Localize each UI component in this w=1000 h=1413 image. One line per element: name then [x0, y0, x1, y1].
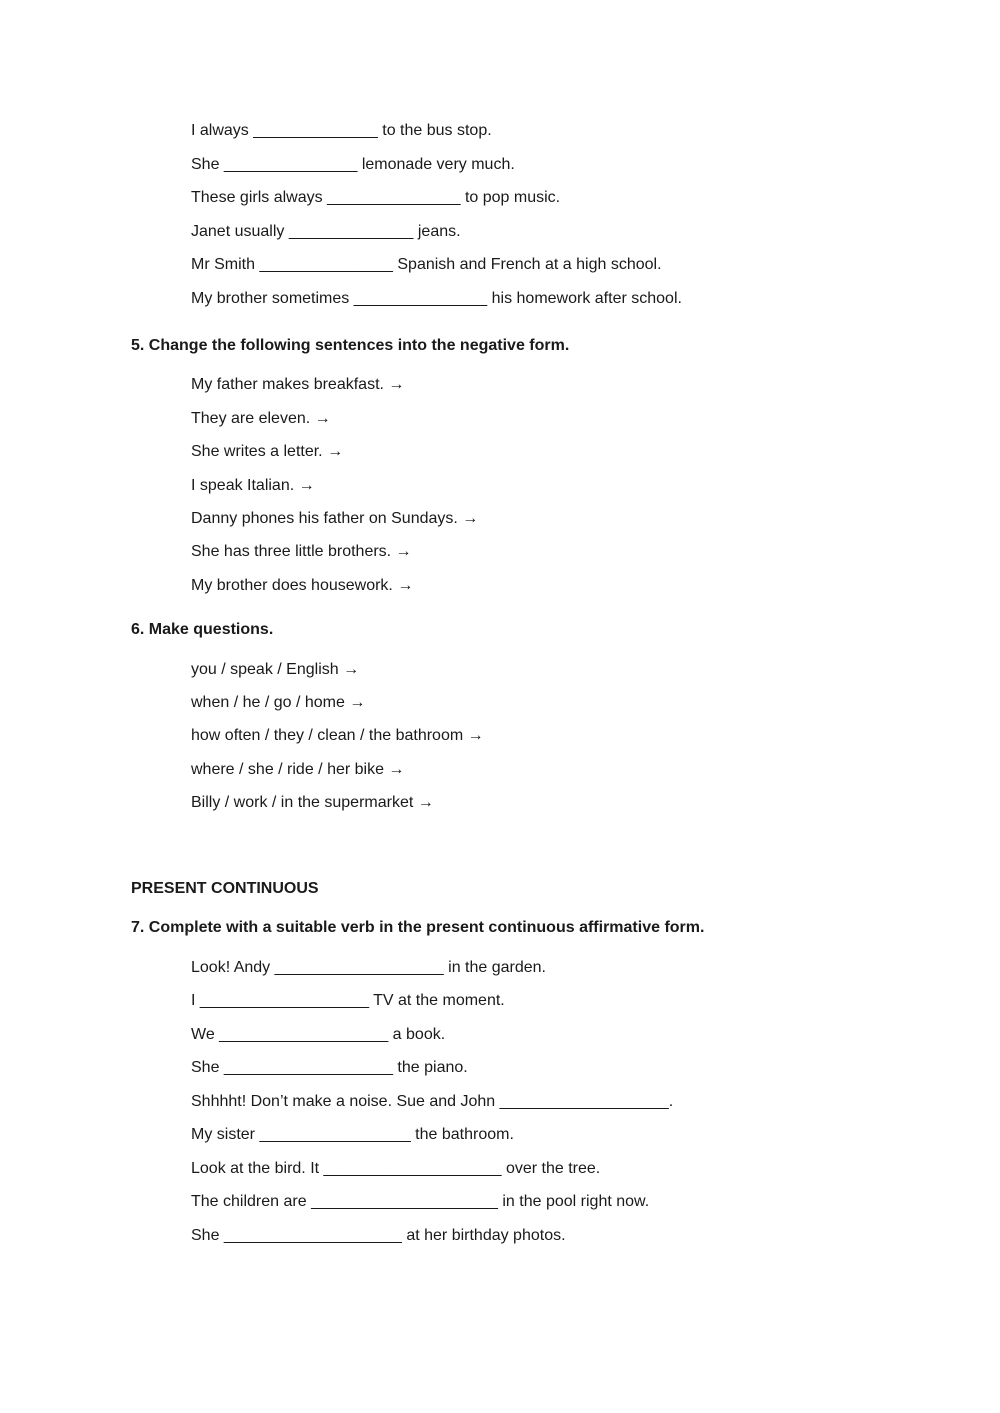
- item-text: My brother sometimes _______________ his homework after school.: [191, 290, 682, 307]
- item-text: Danny phones his father on Sundays. →: [191, 510, 479, 527]
- item-text: She ____________________ at her birthday photos.: [191, 1227, 566, 1244]
- item-text: She _______________ lemonade very much.: [191, 156, 515, 173]
- item-text: I ___________________ TV at the moment.: [191, 992, 505, 1009]
- item-text: They are eleven. →: [191, 410, 331, 427]
- present-continuous-title: PRESENT CONTINUOUS: [131, 880, 319, 897]
- item-text: She writes a letter. →: [191, 443, 344, 460]
- item-text: The children are _____________________ in the pool right now.: [191, 1193, 650, 1210]
- item-text: I speak Italian. →: [191, 477, 315, 494]
- item-text: She has three little brothers. →: [191, 543, 412, 560]
- item-text: Look! Andy ___________________ in the garden.: [191, 959, 546, 976]
- item-text: These girls always _______________ to pop music.: [191, 189, 561, 206]
- item-text: when / he / go / home →: [191, 694, 366, 711]
- section-heading-7: 7. Complete with a suitable verb in the present continuous affirmative form.: [131, 919, 705, 936]
- item-text: My brother does housework. →: [191, 577, 414, 594]
- item-text: My sister _________________ the bathroom.: [191, 1126, 514, 1143]
- item-text: I always ______________ to the bus stop.: [191, 122, 492, 139]
- item-text: She ___________________ the piano.: [191, 1059, 468, 1076]
- item-text: My father makes breakfast. →: [191, 376, 405, 393]
- item-text: you / speak / English →: [191, 661, 360, 678]
- section-heading-6: 6. Make questions.: [131, 621, 274, 638]
- item-text: Billy / work / in the supermarket →: [191, 794, 434, 811]
- item-text: Mr Smith _______________ Spanish and French at a high school.: [191, 256, 662, 273]
- item-text: Janet usually ______________ jeans.: [191, 223, 461, 240]
- item-text: We ___________________ a book.: [191, 1026, 446, 1043]
- item-text: where / she / ride / her bike →: [191, 761, 405, 778]
- item-text: how often / they / clean / the bathroom →: [191, 727, 484, 744]
- item-text: Shhhht! Don’t make a noise. Sue and John ___________________.: [191, 1093, 674, 1110]
- item-text: Look at the bird. It ____________________ over the tree.: [191, 1160, 601, 1177]
- section-heading-5: 5. Change the following sentences into the negative form.: [131, 337, 570, 354]
